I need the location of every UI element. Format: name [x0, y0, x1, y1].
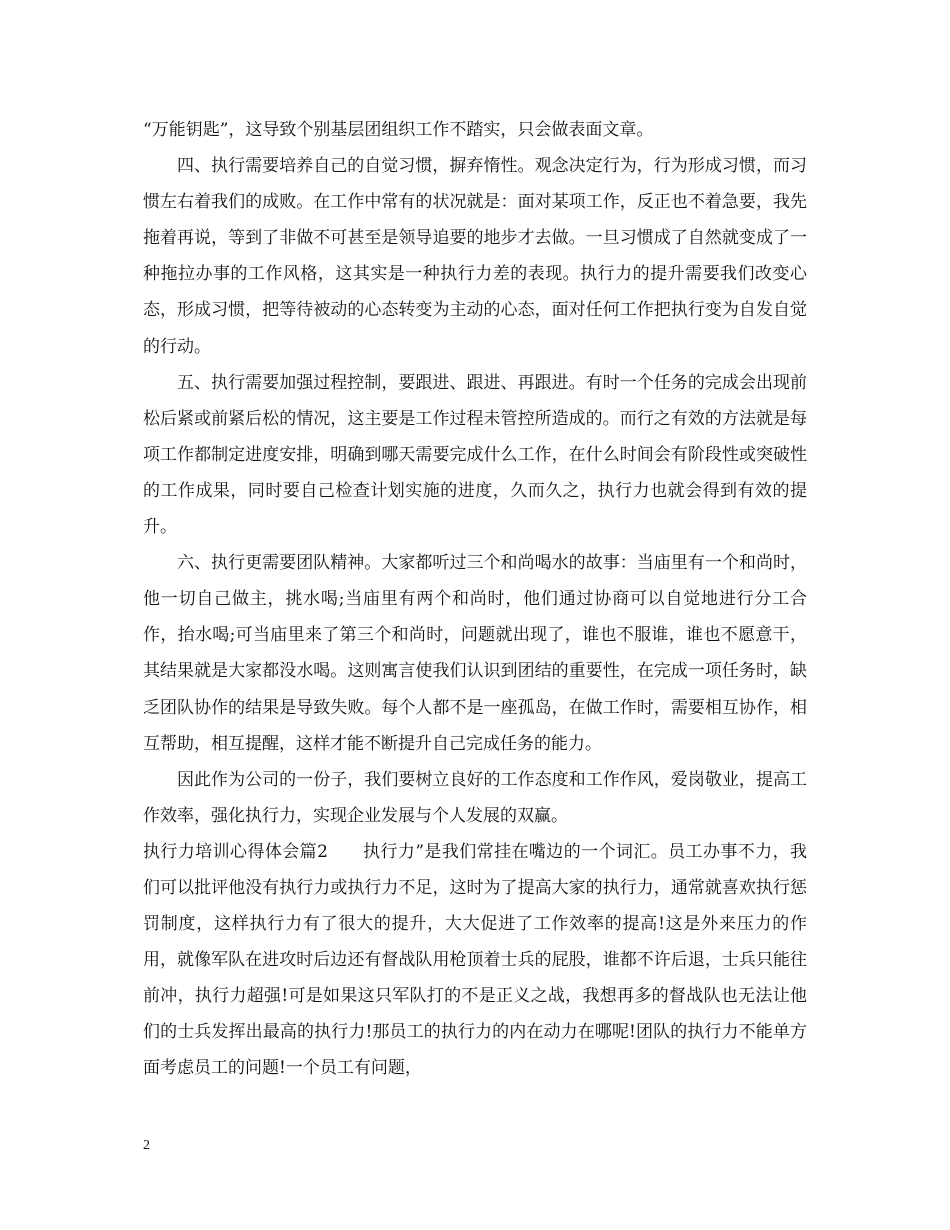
paragraph-3: 五、执行需要加强过程控制，要跟进、跟进、再跟进。有时一个任务的完成会出现前松后紧或前紧后松的情况，这主要是工作过程未管控所造成的。而行之有效的方法就是每项工作都制定进度安排，明确到哪天需要完成什么工作，在什么时间会有阶段性或突破性的工作成果，同时要自己检查计划实施的进度，久而久之，执行力也就会得到有效的提升。: [143, 372, 807, 538]
paragraph-1: “万能钥匙”，这导致个别基层团组织工作不踏实，只会做表面文章。: [143, 120, 654, 140]
paragraph-4: 六、执行更需要团队精神。大家都听过三个和尚喝水的故事：当庙里有一个和尚时，他一切自己做主，挑水喝;当庙里有两个和尚时，他们通过协商可以自觉地进行分工合作，抬水喝;可当庙里来了第三个和尚时，问题就出现了，谁也不服谁，谁也不愿意干，其结果就是大家都没水喝。这则寓言使我们认识到团结的重要性，在完成一项任务时，缺乏团队协作的结果是导致失败。每个人都不是一座孤岛，在做工作时，需要相互协作，相互帮助，相互提醒，这样才能不断提升自己完成任务的能力。: [143, 553, 807, 754]
paragraph-6: 执行力培训心得体会篇2 执行力”是我们常挂在嘴边的一个词汇。员工办事不力，我们可以批评他没有执行力或执行力不足，这时为了提高大家的执行力，通常就喜欢执行惩罚制度，这样执行力有了很大的提升，大大促进了工作效率的提高!这是外来压力的作用，就像军队在进攻时后边还有督战队用枪顶着士兵的屁股，谁都不许后退，士兵只能往前冲，执行力超强!可是如果这只军队打的不是正义之战，我想再多的督战队也无法让他们的士兵发挥出最高的执行力!那员工的执行力的内在动力在哪呢!团队的执行力不能单方面考虑员工的问题!一个员工有问题，: [143, 841, 807, 1079]
document-body: [143, 112, 807, 1087]
paragraph-2: 四、执行需要培养自己的自觉习惯，摒弃惰性。观念决定行为，行为形成习惯，而习惯左右着我们的成败。在工作中常有的状况就是：面对某项工作，反正也不着急要，我先拖着再说，等到了非做不可甚至是领导追要的地步才去做。一旦习惯成了自然就变成了一种拖拉办事的工作风格，这其实是一种执行力差的表现。执行力的提升需要我们改变心态，形成习惯，把等待被动的心态转变为主动的心态，面对任何工作把执行变为自发自觉的行动。: [143, 156, 807, 357]
paragraph-5: 因此作为公司的一份子，我们要树立良好的工作态度和工作作风，爱岗敬业，提高工作效率，强化执行力，实现企业发展与个人发展的双赢。: [143, 769, 807, 826]
page-number: 2: [143, 1138, 150, 1153]
